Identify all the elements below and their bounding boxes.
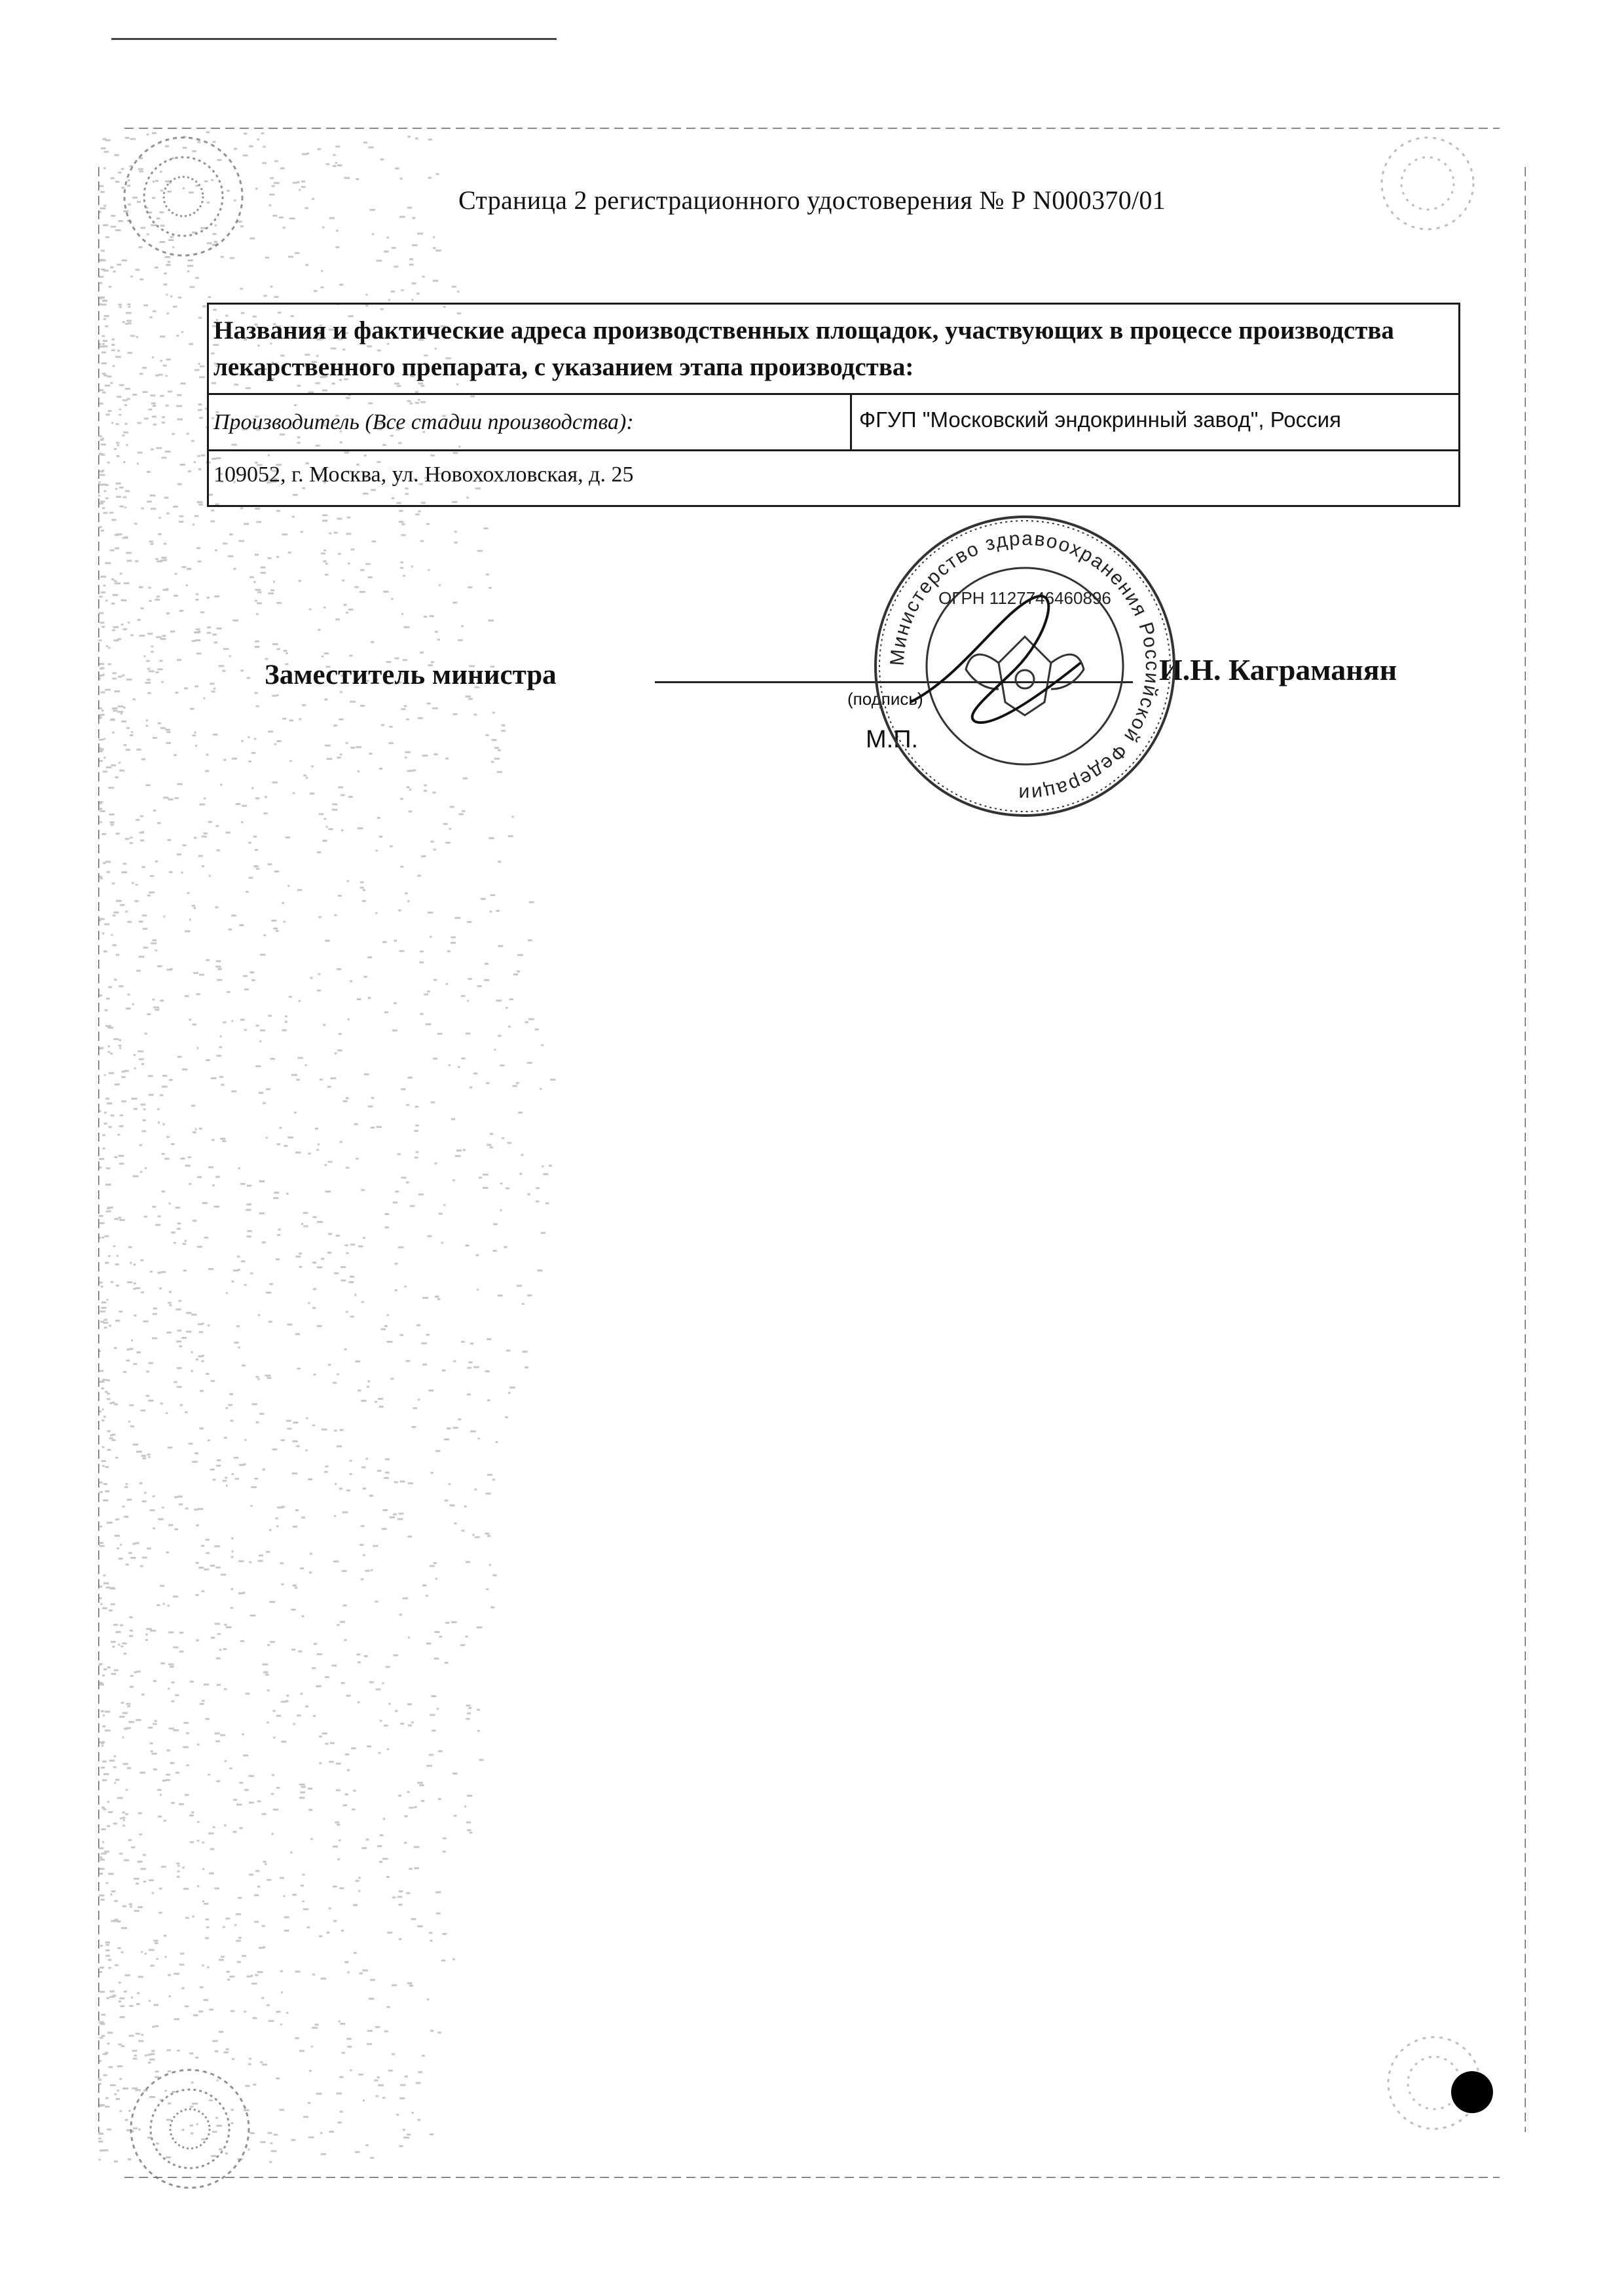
signer-name: И.Н. Каграманян — [1159, 653, 1397, 686]
table-row-divider — [207, 393, 1460, 395]
seal-ring-text: Министерство здравоохранения Российской Федерации — [886, 527, 1164, 805]
producer-address: 109052, г. Москва, ул. Новохохловская, д. 25 — [213, 462, 634, 487]
table-title: Названия и фактические адреса производственных площадок, участвующих в процессе производства лекарственного препарата, с указанием этапа производства: — [213, 316, 1394, 381]
official-seal — [864, 506, 1185, 827]
seal-ogrn: ОГРН 1127746460896 — [938, 588, 1111, 608]
table-row-divider — [207, 449, 1460, 451]
svg-text:Министерство здравоохранения Р — [887, 528, 1163, 804]
deputy-minister-title: Заместитель министра — [265, 660, 557, 690]
top-rule — [111, 38, 557, 40]
seal-place-label: М.П. — [866, 726, 919, 753]
page-heading: Страница 2 регистрационного удостоверения № Р N000370/01 — [458, 185, 1166, 215]
table-column-divider — [850, 393, 852, 449]
hole-punch-mark — [1451, 2071, 1493, 2113]
signature-caption: (подпись) — [847, 689, 923, 709]
producer-name: ФГУП "Московский эндокринный завод", Россия — [859, 407, 1341, 432]
producer-label: Производитель (Все стадии производства): — [213, 410, 634, 434]
